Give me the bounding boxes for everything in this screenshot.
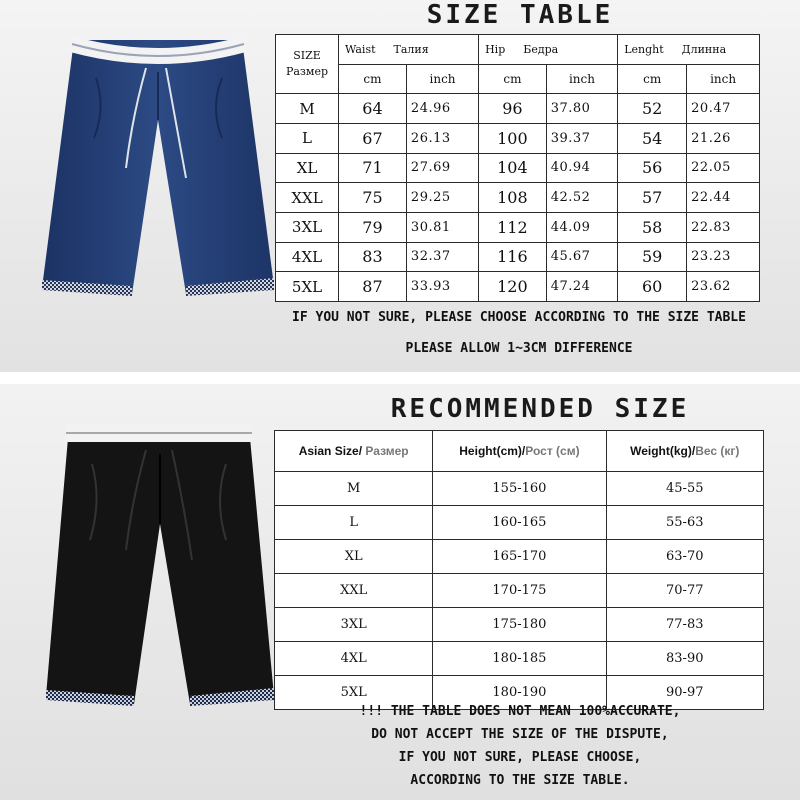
cm-value: 57 [618, 183, 687, 213]
inch-value: 23.62 [687, 272, 760, 302]
size-row [276, 153, 760, 183]
size-row [276, 123, 760, 153]
unit-header: inch [406, 64, 478, 94]
recommended-row [275, 472, 764, 506]
recommended-row [275, 608, 764, 642]
cm-value: 112 [479, 212, 547, 242]
cm-value: 96 [479, 94, 547, 124]
inch-value: 37.80 [546, 94, 618, 124]
size-value: M [275, 472, 433, 506]
recommended-size-table [274, 430, 764, 710]
inch-value: 32.37 [406, 242, 478, 272]
height-value: 160-165 [433, 506, 606, 540]
size-table-note: IF YOU NOT SURE, PLEASE CHOOSE ACCORDING TO THE SIZE TABLE [292, 310, 746, 325]
inch-value: 22.05 [687, 153, 760, 183]
height-value: 170-175 [433, 574, 606, 608]
size-label: L [276, 123, 339, 153]
cm-value: 79 [339, 212, 407, 242]
inch-value: 39.37 [546, 123, 618, 153]
height-value: 180-190 [433, 676, 606, 710]
inch-value: 27.69 [406, 153, 478, 183]
cm-value: 67 [339, 123, 407, 153]
inch-value: 29.25 [406, 183, 478, 213]
height-value: 175-180 [433, 608, 606, 642]
cm-value: 59 [618, 242, 687, 272]
height-header: Height(cm)/Рост (см) [433, 431, 606, 472]
unit-header: inch [546, 64, 618, 94]
size-value: 4XL [275, 642, 433, 676]
weight-value: 70-77 [606, 574, 763, 608]
cm-value: 71 [339, 153, 407, 183]
navy-shorts-image [36, 28, 276, 300]
size-label: XXL [276, 183, 339, 213]
size-value: XXL [275, 574, 433, 608]
cm-value: 75 [339, 183, 407, 213]
size-table-note: PLEASE ALLOW 1~3CM DIFFERENCE [405, 341, 633, 356]
asian-size-header: Asian Size/ Размер [275, 431, 433, 472]
size-table-body [276, 94, 760, 302]
inch-value: 44.09 [546, 212, 618, 242]
cm-value: 52 [618, 94, 687, 124]
inch-value: 33.93 [406, 272, 478, 302]
cm-value: 120 [479, 272, 547, 302]
cm-value: 64 [339, 94, 407, 124]
inch-value: 22.83 [687, 212, 760, 242]
weight-value: 77-83 [606, 608, 763, 642]
inch-value: 26.13 [406, 123, 478, 153]
height-value: 180-185 [433, 642, 606, 676]
recommended-size-title: RECOMMENDED SIZE [390, 394, 690, 424]
recommended-row [275, 540, 764, 574]
size-table [275, 34, 760, 302]
size-row [276, 183, 760, 213]
unit-header: cm [479, 64, 547, 94]
recommended-row [275, 642, 764, 676]
height-value: 165-170 [433, 540, 606, 574]
inch-value: 47.24 [546, 272, 618, 302]
size-row [276, 242, 760, 272]
recommended-note: !!! THE TABLE DOES NOT MEAN 100%ACCURATE, [359, 704, 681, 719]
weight-value: 83-90 [606, 642, 763, 676]
recommended-table-body [275, 472, 764, 710]
inch-value: 22.44 [687, 183, 760, 213]
inch-value: 40.94 [546, 153, 618, 183]
weight-value: 55-63 [606, 506, 763, 540]
black-shorts-image [42, 420, 277, 710]
size-label: 3XL [276, 212, 339, 242]
waist-header: Waist Талия [339, 35, 479, 65]
size-table-title: SIZE TABLE [426, 0, 614, 30]
inch-value: 20.47 [687, 94, 760, 124]
size-column-header: SIZE Размер [276, 35, 339, 94]
hip-header: Hip Бедра [479, 35, 618, 65]
inch-value: 42.52 [546, 183, 618, 213]
unit-header: inch [687, 64, 760, 94]
recommended-size-panel [0, 384, 800, 800]
cm-value: 60 [618, 272, 687, 302]
cm-value: 104 [479, 153, 547, 183]
cm-value: 56 [618, 153, 687, 183]
cm-value: 116 [479, 242, 547, 272]
cm-value: 100 [479, 123, 547, 153]
weight-value: 90-97 [606, 676, 763, 710]
size-row [276, 94, 760, 124]
size-value: 3XL [275, 608, 433, 642]
size-label: 4XL [276, 242, 339, 272]
size-table-panel [0, 0, 800, 372]
cm-value: 108 [479, 183, 547, 213]
cm-value: 83 [339, 242, 407, 272]
recommended-row [275, 574, 764, 608]
recommended-row [275, 506, 764, 540]
length-header: Lenght Длинна [618, 35, 760, 65]
inch-value: 45.67 [546, 242, 618, 272]
recommended-note: ACCORDING TO THE SIZE TABLE. [410, 773, 630, 788]
weight-header: Weight(kg)/Вес (кг) [606, 431, 763, 472]
recommended-note: DO NOT ACCEPT THE SIZE OF THE DISPUTE, [371, 727, 669, 742]
size-row [276, 272, 760, 302]
unit-header: cm [339, 64, 407, 94]
size-label: M [276, 94, 339, 124]
inch-value: 23.23 [687, 242, 760, 272]
inch-value: 30.81 [406, 212, 478, 242]
cm-value: 58 [618, 212, 687, 242]
recommended-note: IF YOU NOT SURE, PLEASE CHOOSE, [398, 750, 642, 765]
size-value: L [275, 506, 433, 540]
unit-header: cm [618, 64, 687, 94]
inch-value: 24.96 [406, 94, 478, 124]
cm-value: 87 [339, 272, 407, 302]
size-row [276, 212, 760, 242]
height-value: 155-160 [433, 472, 606, 506]
inch-value: 21.26 [687, 123, 760, 153]
size-label: XL [276, 153, 339, 183]
cm-value: 54 [618, 123, 687, 153]
size-label: 5XL [276, 272, 339, 302]
weight-value: 45-55 [606, 472, 763, 506]
weight-value: 63-70 [606, 540, 763, 574]
size-value: 5XL [275, 676, 433, 710]
size-value: XL [275, 540, 433, 574]
